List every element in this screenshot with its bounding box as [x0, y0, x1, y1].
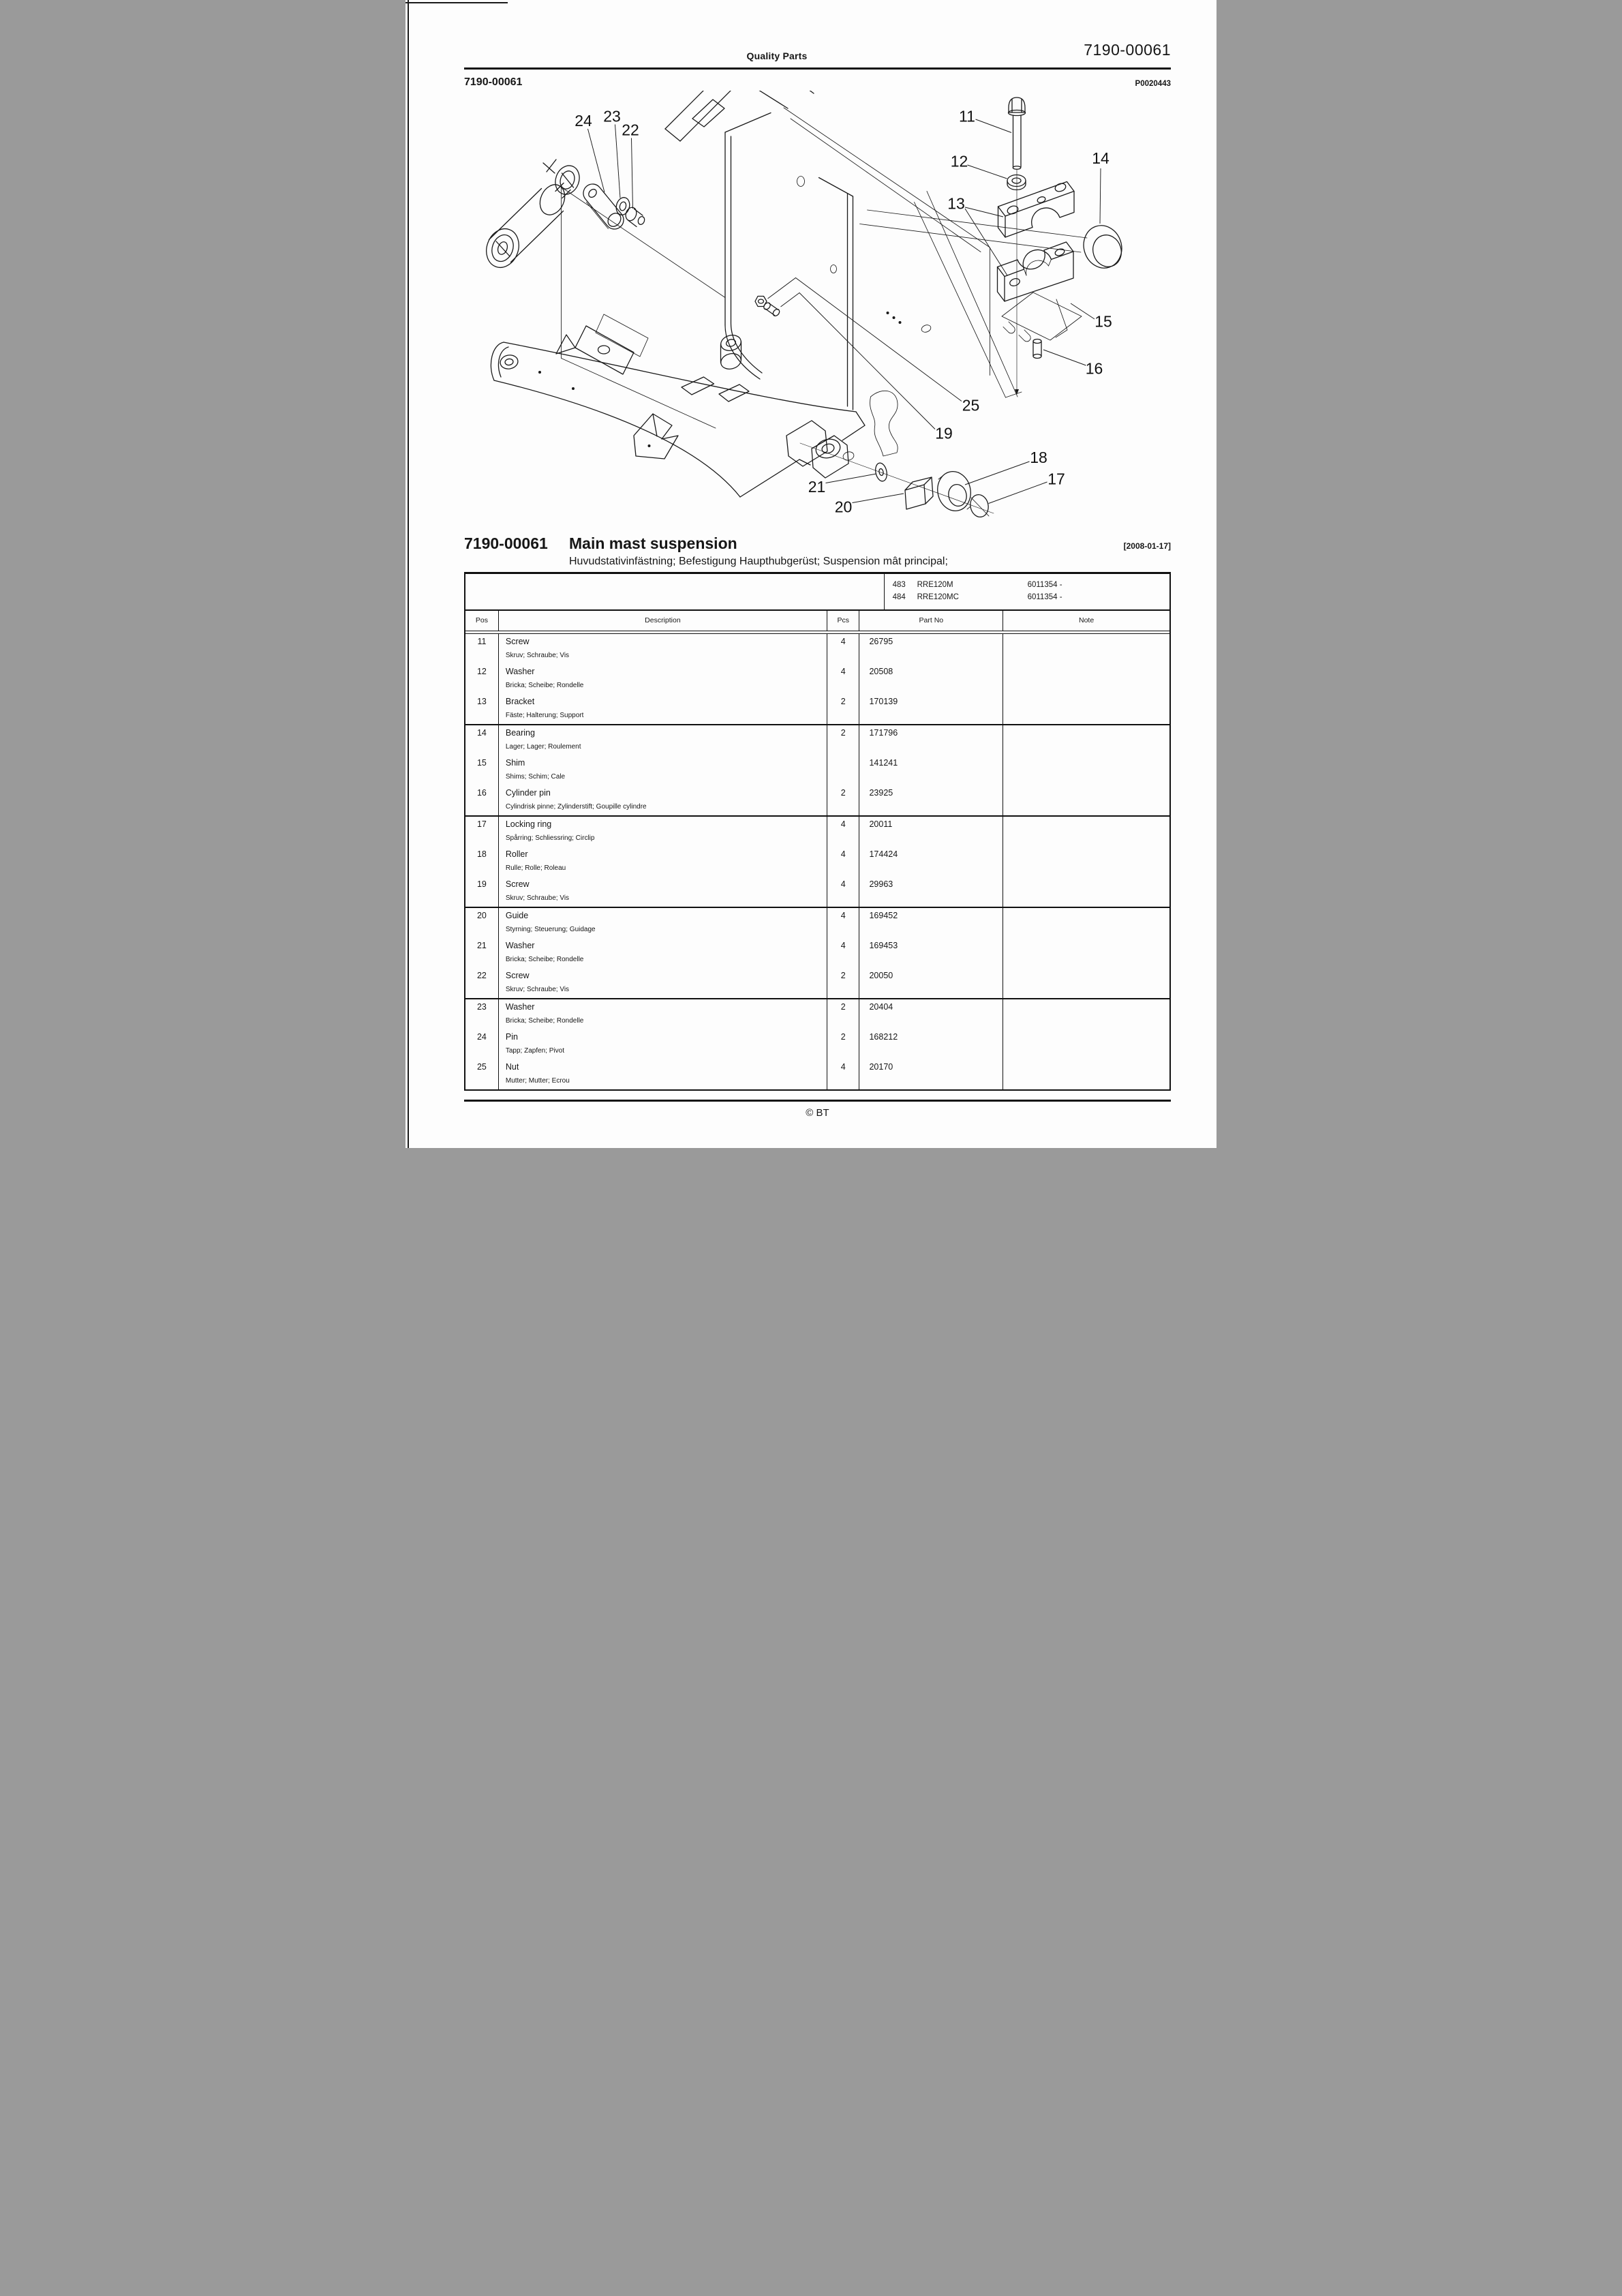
footer-rule — [464, 1100, 1171, 1102]
parts-table — [464, 572, 1171, 1091]
callout-leader-line — [968, 165, 1007, 179]
part-name-translations: Tapp; Zapfen; Pivot — [505, 1046, 565, 1055]
part-name-translations: Styrning; Steuerung; Guidage — [505, 925, 596, 933]
part-name: Washer — [505, 666, 535, 676]
cell-part-no: 26795 — [859, 634, 1003, 664]
cell-pos: 25 — [465, 1059, 499, 1089]
cell-part-no: 29963 — [859, 877, 1003, 907]
cell-pos: 20 — [465, 908, 499, 938]
table-row — [465, 1029, 1169, 1059]
column-header-note: Note — [1078, 616, 1095, 624]
callout-leader-line — [615, 125, 621, 198]
part-name-translations: Lager; Lager; Roulement — [505, 742, 581, 751]
cell-note — [1003, 847, 1169, 877]
part-name-translations: Fäste; Halterung; Support — [505, 711, 584, 719]
cell-part-no: 174424 — [859, 847, 1003, 877]
page-code: 7190-00061 — [464, 76, 523, 88]
cell-description — [499, 1059, 827, 1089]
callout-leader-line — [1071, 303, 1095, 319]
model-pos: 483 — [892, 581, 906, 589]
cell-pcs: 4 — [827, 938, 860, 968]
scan-edge-left — [408, 0, 409, 1148]
callout-number: 16 — [1085, 359, 1103, 378]
part-name: Shim — [505, 757, 525, 768]
parts-rows — [465, 633, 1169, 1089]
cell-pcs: 4 — [827, 817, 860, 847]
callout-leader-line — [965, 462, 1030, 485]
part-name: Roller — [505, 849, 528, 859]
cell-pos: 22 — [465, 968, 499, 998]
cell-pcs: 4 — [827, 1059, 860, 1089]
cell-description — [499, 634, 827, 664]
cell-description — [499, 817, 827, 847]
part-name: Bracket — [505, 696, 535, 706]
callout-leader-line — [853, 494, 904, 503]
cell-pcs: 2 — [827, 785, 860, 815]
model-name: RRE120M — [917, 581, 953, 589]
model-applicability-box — [465, 574, 1169, 611]
assembly-name-translations: Huvudstativinfästning; Befestigung Haupthubgerüst; Suspension mât principal; — [569, 556, 948, 567]
callout-leader-line — [826, 474, 877, 483]
assembly-code: 7190-00061 — [464, 534, 548, 552]
clamp-stack-assembly — [998, 97, 1127, 395]
cell-pcs: 2 — [827, 999, 860, 1029]
callout-leader-line — [1043, 350, 1086, 365]
table-row — [465, 907, 1169, 938]
cell-note — [1003, 999, 1169, 1029]
callout-number: 17 — [1047, 470, 1065, 488]
part-name: Washer — [505, 940, 535, 950]
cell-description — [499, 938, 827, 968]
column-header-pos: Pos — [465, 611, 499, 631]
cell-pos: 16 — [465, 785, 499, 815]
callout-number: 11 — [959, 107, 975, 125]
cell-pcs: 4 — [827, 877, 860, 907]
cell-part-no: 20050 — [859, 968, 1003, 998]
cell-note — [1003, 694, 1169, 724]
cell-note — [1003, 817, 1169, 847]
table-row — [465, 998, 1169, 1029]
cell-pcs: 4 — [827, 634, 860, 664]
cell-pos: 21 — [465, 938, 499, 968]
callout-number: 24 — [575, 112, 592, 130]
part-name: Screw — [505, 970, 530, 980]
table-row — [465, 664, 1169, 694]
cell-pcs: 2 — [827, 1029, 860, 1059]
model-row — [893, 579, 1169, 591]
cell-pcs: 2 — [827, 725, 860, 755]
callout-leader-line — [588, 129, 605, 192]
cell-part-no: 23925 — [859, 785, 1003, 815]
diagram-svg — [446, 91, 1169, 537]
callout-number: 20 — [834, 498, 853, 516]
model-serial-range: 6011354 - — [1027, 593, 1062, 601]
part-name-translations: Mutter; Mutter; Ecrou — [505, 1076, 570, 1085]
column-header-description: Description — [499, 611, 827, 631]
cell-pos: 19 — [465, 877, 499, 907]
callout-number: 15 — [1095, 312, 1112, 331]
cell-note — [1003, 755, 1169, 785]
cell-part-no: 168212 — [859, 1029, 1003, 1059]
callout-leader-line — [1100, 168, 1101, 224]
callout-number: 25 — [962, 396, 980, 414]
part-name: Screw — [505, 879, 530, 889]
callout-leader-line — [976, 119, 1012, 133]
cell-description — [499, 968, 827, 998]
cell-pos: 24 — [465, 1029, 499, 1059]
frame-details — [538, 177, 932, 462]
damper-cylinder-assembly — [481, 160, 645, 272]
cell-note — [1003, 908, 1169, 938]
table-row — [465, 938, 1169, 968]
cell-description — [499, 755, 827, 785]
cell-note — [1003, 938, 1169, 968]
cell-note — [1003, 1059, 1169, 1089]
part-name: Guide — [505, 910, 529, 920]
cell-description — [499, 908, 827, 938]
catalog-page — [406, 0, 1216, 1148]
part-name-translations: Cylindrisk pinne; Zylinderstift; Goupille cylindre — [505, 802, 647, 811]
cell-description — [499, 877, 827, 907]
callout-leader-line — [632, 138, 633, 209]
cell-part-no: 169453 — [859, 938, 1003, 968]
exploded-view-diagram — [446, 91, 1169, 537]
part-name-translations: Skruv; Schraube; Vis — [505, 651, 570, 659]
scan-edge-top — [406, 2, 508, 3]
model-pos: 484 — [892, 593, 906, 601]
callout-leader-line — [768, 278, 962, 402]
callout-number: 12 — [950, 152, 968, 170]
revision-date: [2008-01-17] — [1123, 541, 1171, 551]
cell-note — [1003, 664, 1169, 694]
cell-description — [499, 785, 827, 815]
part-name-translations: Bricka; Scheibe; Rondelle — [505, 1016, 584, 1025]
cell-part-no: 169452 — [859, 908, 1003, 938]
cell-description — [499, 725, 827, 755]
cell-pcs: 2 — [827, 694, 860, 724]
model-box-list — [885, 574, 1169, 609]
frame-back-plates — [562, 108, 1088, 428]
table-row — [465, 968, 1169, 998]
cell-note — [1003, 785, 1169, 815]
cell-part-no: 20404 — [859, 999, 1003, 1029]
cell-pos: 11 — [465, 634, 499, 664]
cell-pcs: 4 — [827, 908, 860, 938]
cell-part-no: 141241 — [859, 755, 1003, 785]
cell-note — [1003, 634, 1169, 664]
column-header-part-no: Part No — [859, 611, 1003, 631]
part-name-translations: Bricka; Scheibe; Rondelle — [505, 955, 584, 963]
part-name-translations: Skruv; Schraube; Vis — [505, 985, 570, 993]
callout-number: 18 — [1030, 449, 1047, 466]
model-serial-range: 6011354 - — [1027, 581, 1062, 589]
table-row — [465, 1059, 1169, 1089]
cell-pos: 23 — [465, 999, 499, 1029]
part-name-translations: Shims; Schim; Cale — [505, 772, 566, 781]
plate-code: P0020443 — [1135, 80, 1171, 88]
callout-number: 23 — [603, 107, 621, 125]
cell-pcs — [827, 755, 860, 785]
callout-leader-line — [781, 293, 936, 429]
part-name-translations: Spårring; Schliessring; Circlip — [505, 834, 595, 842]
cell-note — [1003, 725, 1169, 755]
cell-pcs: 4 — [827, 847, 860, 877]
callout-leader-line — [965, 207, 1003, 217]
part-name-translations: Skruv; Schraube; Vis — [505, 894, 570, 902]
cell-pos: 18 — [465, 847, 499, 877]
part-name: Bearing — [505, 727, 535, 738]
part-name: Nut — [505, 1061, 519, 1072]
callout-leader-line — [989, 482, 1047, 504]
part-name: Screw — [505, 636, 530, 646]
part-name: Pin — [505, 1031, 518, 1042]
cell-description — [499, 999, 827, 1029]
cell-pcs: 4 — [827, 664, 860, 694]
cell-note — [1003, 1029, 1169, 1059]
cell-description — [499, 664, 827, 694]
cell-note — [1003, 877, 1169, 907]
table-header-row — [465, 611, 1169, 631]
table-row — [465, 634, 1169, 664]
mast-frame — [491, 91, 865, 497]
column-header-pcs: Pcs — [827, 611, 860, 631]
table-row — [465, 877, 1169, 907]
cell-pos: 17 — [465, 817, 499, 847]
cell-description — [499, 847, 827, 877]
assembly-name: Main mast suspension — [569, 534, 737, 552]
roller-axle-assembly — [800, 443, 994, 519]
cell-part-no: 20170 — [859, 1059, 1003, 1089]
part-name: Washer — [505, 1001, 535, 1012]
header-document-number: 7190-00061 — [1084, 41, 1171, 59]
part-name-translations: Bricka; Scheibe; Rondelle — [505, 681, 584, 689]
cell-part-no: 171796 — [859, 725, 1003, 755]
callout-number: 13 — [947, 194, 965, 213]
footer-copyright: © BT — [806, 1107, 829, 1119]
cell-pos: 12 — [465, 664, 499, 694]
callout-number: 14 — [1092, 149, 1110, 167]
cell-description — [499, 1029, 827, 1059]
table-row — [465, 815, 1169, 847]
part-name: Locking ring — [505, 819, 552, 829]
title-row — [464, 534, 1171, 553]
table-row — [465, 724, 1169, 755]
model-row — [893, 591, 1169, 603]
cell-pos: 14 — [465, 725, 499, 755]
cell-pos: 15 — [465, 755, 499, 785]
callout-number: 22 — [622, 121, 639, 139]
cell-pos: 13 — [465, 694, 499, 724]
callout-number: 19 — [935, 424, 953, 442]
header-title: Quality Parts — [746, 50, 808, 61]
model-box-empty-cell — [465, 574, 885, 609]
table-row — [465, 847, 1169, 877]
diagram-callouts — [575, 108, 1112, 516]
part-name: Cylinder pin — [505, 787, 551, 798]
part-name-translations: Rulle; Rolle; Roleau — [505, 864, 566, 872]
cell-part-no: 20508 — [859, 664, 1003, 694]
cell-description — [499, 694, 827, 724]
cell-part-no: 20011 — [859, 817, 1003, 847]
header-rule — [464, 67, 1171, 70]
table-row — [465, 755, 1169, 785]
cell-pcs: 2 — [827, 968, 860, 998]
table-row — [465, 694, 1169, 724]
cell-note — [1003, 968, 1169, 998]
callout-number: 21 — [808, 478, 826, 496]
cell-part-no: 170139 — [859, 694, 1003, 724]
model-name: RRE120MC — [917, 593, 959, 601]
table-row — [465, 785, 1169, 815]
